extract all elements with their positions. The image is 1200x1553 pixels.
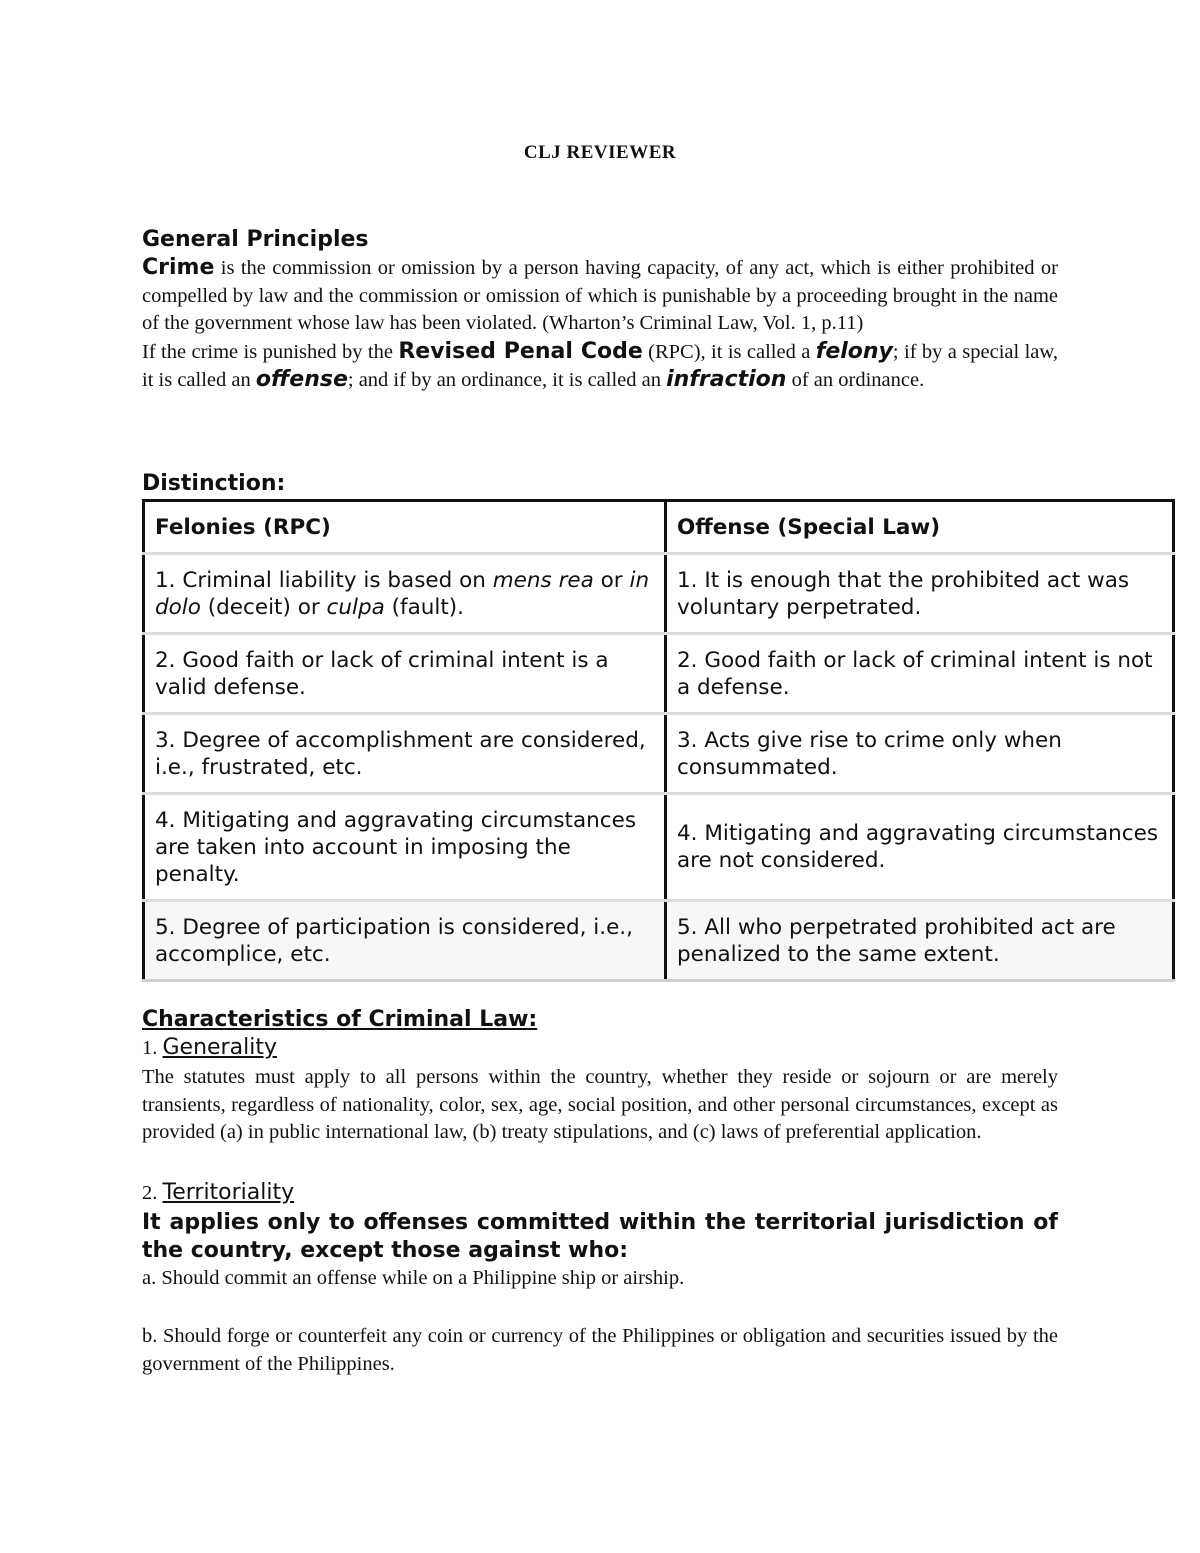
territoriality-item-b: b. Should forge or counterfeit any coin or currency of the Philippines or obligation and securities issued by the government of the Philippines.: [142, 1325, 1058, 1375]
table-cell-offense: 4. Mitigating and aggravating circumstances are not considered.: [666, 794, 1174, 901]
classification-text-5: of an ordinance.: [786, 369, 925, 391]
table-header-row: [144, 501, 1174, 554]
table-row: [144, 901, 1174, 981]
cell-text: 1. Criminal liability is based on: [155, 567, 493, 593]
section-spacer: [142, 1147, 1058, 1179]
offense-term: offense: [255, 367, 348, 392]
characteristics-heading: Characteristics of Criminal Law:: [142, 1007, 538, 1032]
table-cell-felonies: [144, 554, 666, 634]
crime-definition-paragraph: [142, 254, 1058, 338]
infraction-term: infraction: [666, 367, 787, 392]
table-row: [144, 634, 1174, 714]
territoriality-number: 2.: [142, 1181, 163, 1204]
generality-label: Generality: [162, 1035, 277, 1060]
crime-term: Crime: [142, 255, 215, 280]
classification-text-3: ; if by a special law, it is called an: [142, 340, 1058, 391]
cell-text: or: [593, 567, 630, 593]
item-spacer: [142, 1292, 1058, 1323]
general-principles-section: [142, 226, 1058, 395]
table-cell-felonies: 4. Mitigating and aggravating circumstances are taken into account in imposing the penalty.: [144, 794, 666, 901]
in-dolo-term: in dolo: [155, 567, 650, 620]
characteristics-section: [142, 1006, 1058, 1378]
table-cell-offense: 5. All who perpetrated prohibited act are penalized to the same extent.: [666, 901, 1174, 981]
table-cell-felonies: 5. Degree of participation is considered, i.e., accomplice, etc.: [144, 901, 666, 981]
crime-classification-paragraph: [142, 338, 1058, 395]
column-header-offense: Offense (Special Law): [666, 501, 1174, 554]
table-row: [144, 794, 1174, 901]
document-title: CLJ REVIEWER: [523, 142, 677, 163]
felony-term: felony: [815, 338, 893, 364]
general-principles-heading: General Principles: [142, 227, 369, 252]
culpa-term: culpa: [326, 594, 385, 620]
table-cell-offense: 3. Acts give rise to crime only when consummated.: [666, 714, 1174, 794]
classification-text-2: (RPC), it is called a: [642, 340, 816, 363]
territoriality-paragraph: It applies only to offenses committed within the territorial jurisdiction of the country, except those against who:: [142, 1209, 1058, 1263]
territoriality-item-a: a. Should commit an offense while on a Philippine ship or airship.: [142, 1266, 685, 1289]
rpc-term: Revised Penal Code: [398, 338, 643, 364]
classification-text-4: ; and if by an ordinance, it is called an: [347, 369, 667, 391]
table-cell-felonies: 2. Good faith or lack of criminal intent is a valid defense.: [144, 634, 666, 714]
generality-title: [142, 1034, 1058, 1064]
crime-definition-text: is the commission or omission by a person having capacity, of any act, which is either prohibited or compelled by law and the commission or omission of which is punishable by a proceeding brought in the name of the government whose law has been violated. (Wharton’s Criminal Law, Vol. 1, p.11): [142, 257, 1058, 334]
territoriality-label: Territoriality: [162, 1179, 295, 1205]
generality-paragraph: The statutes must apply to all persons within the country, whether they reside or sojourn or are merely transients, regardless of nationality, color, sex, age, social position, and other personal circumstances, except as provided (a) in public international law, (b) treaty stipulations, and (c) laws of preferential application.: [142, 1066, 1058, 1143]
mens-rea-term: mens rea: [492, 567, 594, 593]
table-cell-offense: 2. Good faith or lack of criminal intent is not a defense.: [666, 634, 1174, 714]
distinction-table: [142, 499, 1175, 982]
table-cell-felonies: 3. Degree of accomplishment are considered, i.e., frustrated, etc.: [144, 714, 666, 794]
classification-text-1: If the crime is punished by the: [142, 340, 399, 363]
column-header-felonies: Felonies (RPC): [144, 501, 666, 554]
table-row: [144, 554, 1174, 634]
cell-text: (deceit) or: [200, 594, 327, 620]
table-row: [144, 714, 1174, 794]
territoriality-title: [142, 1179, 1058, 1209]
generality-number: 1.: [142, 1037, 163, 1059]
distinction-heading: Distinction:: [142, 471, 286, 496]
cell-text: (fault).: [384, 594, 465, 620]
table-cell-offense: 1. It is enough that the prohibited act was voluntary perpetrated.: [666, 554, 1174, 634]
